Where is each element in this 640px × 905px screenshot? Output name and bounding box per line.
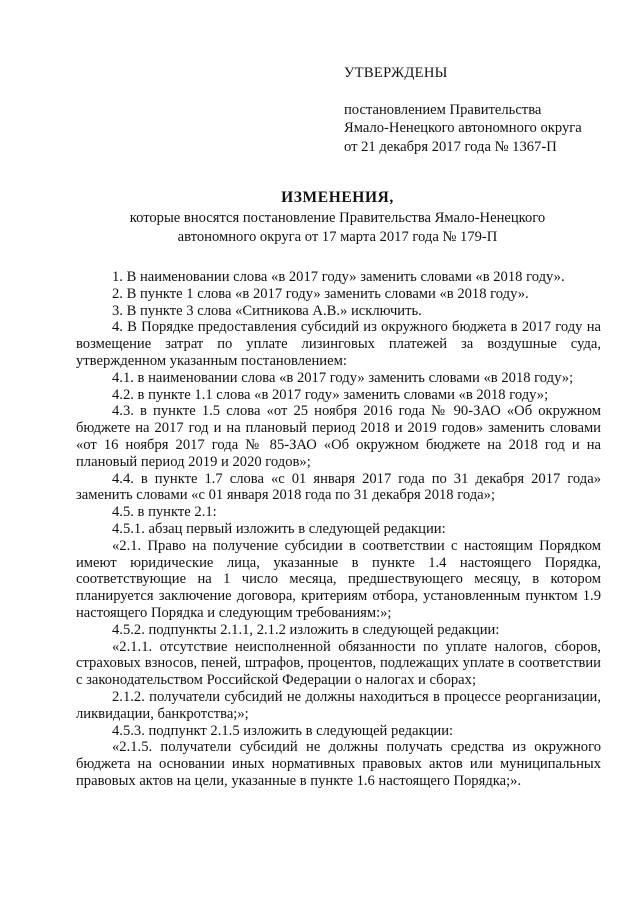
approval-line: от 21 декабря 2017 года № 1367-П — [344, 138, 557, 155]
paragraph: 4.3. в пункте 1.5 слова «от 25 ноября 2016 года № 90-ЗАО «Об окружном бюджете на 2017 год и на плановый период 2018 и 2019 годов» заменить словами «от 16 ноября 2017 года № 85-ЗАО «Об окружном бюджете на 2018 год и на плановый период 2019 и 2020 годов»; — [76, 403, 601, 470]
paragraph: 2. В пункте 1 слова «в 2017 году» заменить словами «в 2018 году». — [112, 285, 529, 302]
paragraph: 4.2. в пункте 1.1 слова «в 2017 году» заменить словами «в 2018 году»; — [112, 386, 549, 403]
paragraph: 3. В пункте 3 слова «Ситникова А.В.» исключить. — [112, 302, 422, 319]
paragraph: 4.5. в пункте 2.1: — [112, 504, 217, 521]
paragraph: «2.1.1. отсутствие неисполненной обязанности по уплате налогов, сборов, страховых взносов, пеней, штрафов, процентов, подлежащих уплате в соответствии с законодательством Российской Федерации о налогах и сборах; — [76, 638, 601, 689]
paragraph: «2.1.5. получатели субсидий не должны получать средства из окружного бюджета на основании иных нормативных правовых актов или муниципальных правовых актов на цели, указанные в пункте 1.6 настоящего Порядка;». — [76, 739, 601, 789]
paragraph: 4.4. в пункте 1.7 слова «с 01 января 2017 года по 31 декабря 2017 года» заменить словами «с 01 января 2018 года по 31 декабря 2018 года»; — [76, 470, 601, 504]
approval-heading: УТВЕРЖДЕНЫ — [344, 65, 448, 81]
paragraph: 4. В Порядке предоставления субсидий из окружного бюджета в 2017 году на возмещение затрат по уплате лизинговых платежей за воздушные суда, утвержденном указанным постановлением: — [76, 319, 601, 369]
paragraph: 1. В наименовании слова «в 2017 году» заменить словами «в 2018 году». — [112, 269, 565, 285]
document-subtitle-line: автономного округа от 17 марта 2017 года № 179-П — [177, 229, 498, 245]
approval-line: Ямало-Ненецкого автономного округа — [344, 120, 582, 136]
document-subtitle-line: которые вносятся постановление Правительства Ямало-Ненецкого — [129, 210, 546, 226]
paragraph: 4.1. в наименовании слова «в 2017 году» заменить словами «в 2018 году»; — [112, 369, 574, 386]
paragraph: 4.5.3. подпункт 2.1.5 изложить в следующей редакции: — [112, 722, 454, 739]
document-title: ИЗМЕНЕНИЯ, — [281, 189, 394, 206]
document-body — [76, 269, 601, 790]
paragraph: «2.1. Право на получение субсидии в соответствии с настоящим Порядком имеют юридические лица, указанные в пункте 1.4 настоящего Порядка, соответствующие на 1 число месяца, предшествующего месяцу, в котором планируется заключение договора, критериям отбора, установленным пунктом 1.9 настоящего Порядка и следующим требованиям:»; — [76, 537, 601, 621]
paragraph: 4.5.2. подпункты 2.1.1, 2.1.2 изложить в следующей редакции: — [112, 621, 500, 638]
approval-block — [344, 64, 624, 156]
document-title-block — [60, 188, 615, 246]
paragraph: 2.1.2. получатели субсидий не должны находиться в процессе реорганизации, ликвидации, банкротства;»; — [76, 688, 601, 722]
paragraph: 4.5.1. абзац первый изложить в следующей редакции: — [112, 520, 446, 537]
approval-line: постановлением Правительства — [344, 101, 542, 118]
